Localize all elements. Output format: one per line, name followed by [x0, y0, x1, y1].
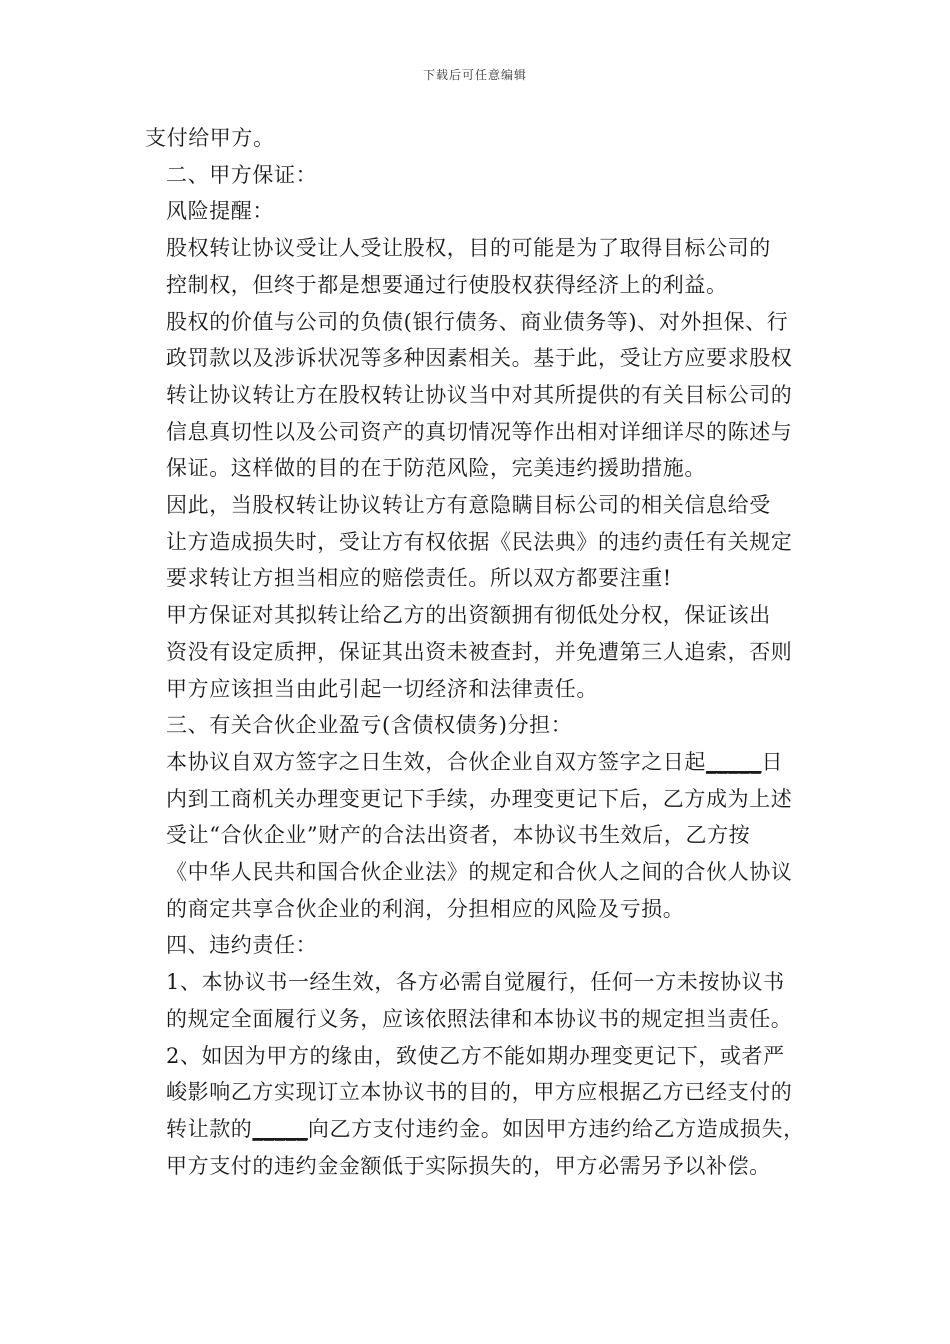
text-line: 股权的价值与公司的负债(银行债务、商业债务等)、对外担保、行 — [166, 309, 789, 334]
paragraph — [145, 120, 810, 157]
paragraph — [145, 707, 810, 744]
text-line: 二、甲方保证： — [166, 162, 318, 187]
paragraph — [145, 744, 810, 928]
text-line: 《中华人民共和国合伙企业法》的规定和合伙人之间的合伙人协议 — [166, 860, 793, 885]
paragraph — [145, 927, 810, 964]
paragraph — [145, 157, 810, 194]
text-line: 甲方保证对其拟转让给乙方的出资额拥有彻低处分权，保证该出 — [166, 603, 771, 628]
text-line: 政罚款以及涉诉状况等多种因素相关。基于此，受让方应要求股权 — [166, 346, 793, 371]
page-header: 下载后可任意编辑 — [422, 68, 527, 82]
text-line: 的商定共享合伙企业的利润，分担相应的风险及亏损。 — [166, 896, 685, 921]
text-line: 2、如因为甲方的缘由，致使乙方不能如期办理变更记下，或者严 — [166, 1043, 785, 1068]
text-line: 风险提醒： — [166, 199, 274, 224]
text-line: 资没有设定质押，保证其出资未被查封，并免遭第三人追索，否则 — [166, 639, 793, 664]
text-line: 三、有关合伙企业盈亏(含债权债务)分担： — [166, 713, 573, 738]
text-line: 四、违约责任： — [166, 933, 318, 958]
paragraph — [145, 487, 810, 597]
paragraph — [145, 1038, 810, 1185]
text-line: 股权转让协议受让人受让股权，目的可能是为了取得目标公司的 — [166, 236, 771, 261]
text-line: 转让协议转让方在股权转让协议当中对其所提供的有关目标公司的 — [166, 382, 793, 407]
paragraph — [145, 230, 810, 303]
paragraph — [145, 964, 810, 1037]
text-line: 1、本协议书一经生效，各方必需自觉履行，任何一方未按协议书 — [166, 970, 785, 995]
text-line: 峻影响乙方实现订立本协议书的目的，甲方应根据乙方已经支付的 — [166, 1080, 793, 1105]
text-line: 让方造成损失时，受让方有权依据《民法典》的违约责任有关规定 — [166, 529, 793, 554]
text-line: 内到工商机关办理变更记下手续，办理变更记下后，乙方成为上述 — [166, 786, 793, 811]
text-line: 转让款的_____向乙方支付违约金。如因甲方违约给乙方造成损失， — [166, 1116, 805, 1141]
text-line: 支付给甲方。 — [145, 126, 275, 150]
text-line: 本协议自双方签字之日生效，合伙企业自双方签字之日起_____日 — [166, 749, 784, 774]
text-line: 信息真切性以及公司资产的真切情况等作出相对详细详尽的陈述与 — [166, 419, 793, 444]
text-line: 控制权，但终于都是想要通过行使股权获得经济上的利益。 — [166, 272, 728, 297]
paragraph — [145, 193, 810, 230]
fill-blank: _____ — [252, 1116, 308, 1141]
text-line: 甲方支付的违约金金额低于实际损失的，甲方必需另予以补偿。 — [166, 1153, 771, 1178]
fill-blank: _____ — [706, 749, 762, 774]
paragraph — [145, 304, 810, 488]
text-line: 保证。这样做的目的在于防范风险，完美违约援助措施。 — [166, 456, 706, 481]
text-line: 甲方应该担当由此引起一切经济和法律责任。 — [166, 676, 598, 701]
paragraph — [145, 597, 810, 707]
text-line: 受让“合伙企业”财产的合法出资者，本协议书生效后，乙方按 — [166, 823, 751, 848]
text-line: 要求转让方担当相应的赔偿责任。所以双方都要注重! — [166, 566, 672, 591]
text-line: 因此，当股权转让协议转让方有意隐瞒目标公司的相关信息给受 — [166, 493, 771, 518]
text-line: 的规定全面履行义务，应该依照法律和本协议书的规定担当责任。 — [166, 1006, 793, 1031]
document-body — [145, 120, 810, 1184]
